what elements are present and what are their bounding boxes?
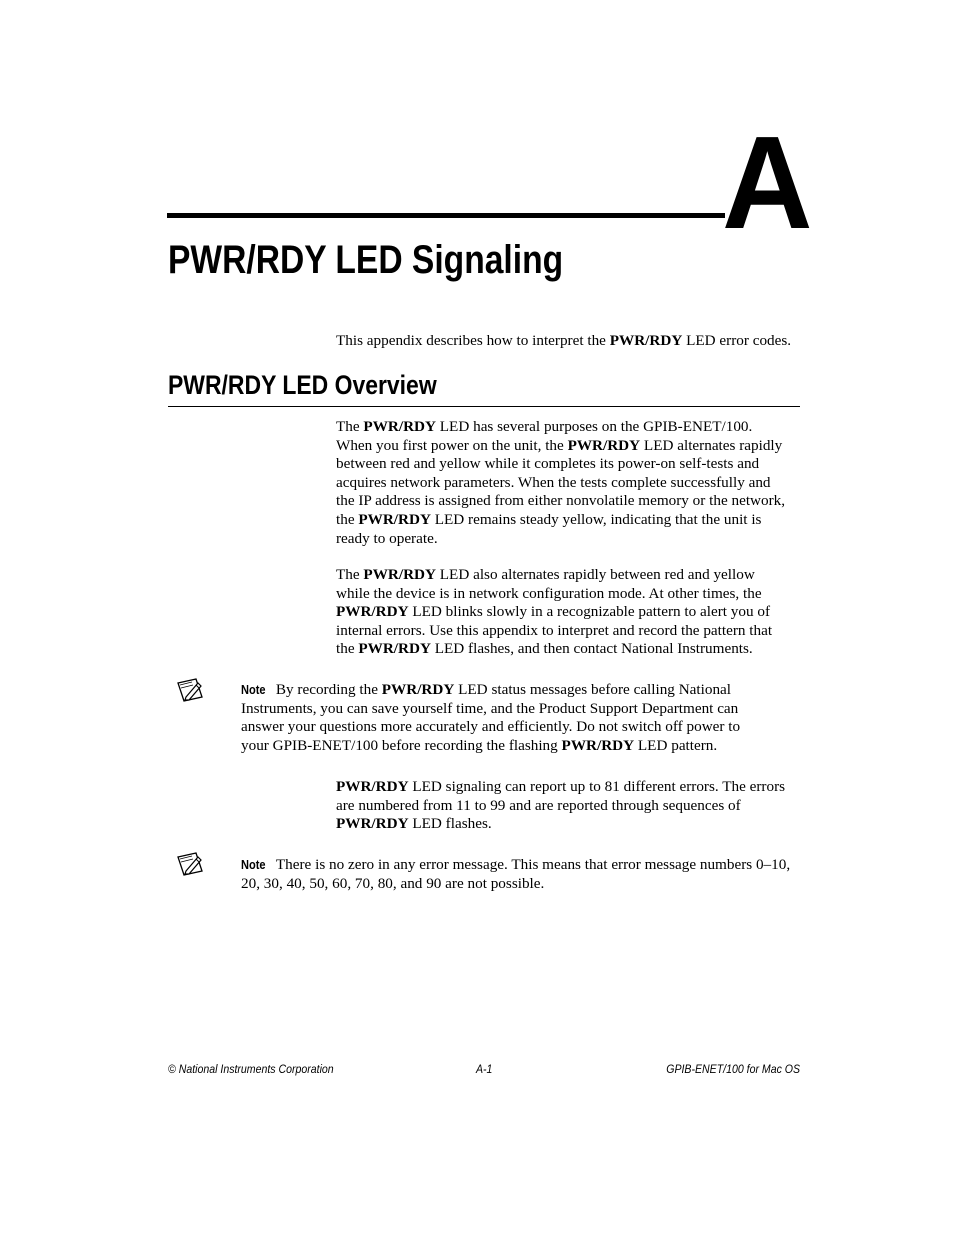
page-title: PWR/RDY LED Signaling bbox=[168, 238, 564, 282]
text-line: the IP address is assigned from either nonvolatile memory or the network, bbox=[336, 492, 786, 510]
text-line: internal errors. Use this appendix to interpret and record the pattern that bbox=[336, 621, 773, 639]
text-line: ready to operate. bbox=[336, 529, 438, 547]
text-line: are numbered from 11 to 99 and are reported through sequences of bbox=[336, 796, 741, 814]
footer-copyright: © National Instruments Corporation bbox=[168, 1062, 334, 1076]
chapter-rule bbox=[167, 213, 725, 218]
text-line: acquires network parameters. When the tests complete successfully and bbox=[336, 473, 771, 491]
text-line: The PWR/RDY LED also alternates rapidly between red and yellow bbox=[336, 566, 755, 583]
note-1 bbox=[241, 681, 806, 755]
text-line: PWR/RDY LED blinks slowly in a recognizable pattern to alert you of bbox=[336, 603, 771, 621]
text-line: between red and yellow while it completes its power-on self-tests and bbox=[336, 455, 760, 473]
text-line: your GPIB-ENET/100 before recording the flashing PWR/RDY LED pattern. bbox=[241, 736, 718, 754]
footer-product: GPIB-ENET/100 for Mac OS bbox=[666, 1062, 800, 1076]
text-line: Note There is no zero in any error message. This means that error message numbers 0–10, bbox=[241, 856, 791, 873]
intro-text-end: LED error codes. bbox=[682, 332, 792, 349]
overview-paragraph-3 bbox=[336, 778, 806, 834]
section-rule bbox=[168, 406, 800, 407]
text-line: PWR/RDY LED signaling can report up to 81 different errors. The errors bbox=[336, 778, 786, 795]
note-pencil-icon bbox=[176, 677, 206, 703]
overview-paragraph-2 bbox=[336, 566, 806, 659]
intro-paragraph bbox=[336, 331, 806, 350]
text-line: answer your questions more accurately and efficiently. Do not switch off power to bbox=[241, 718, 741, 736]
text-line: the PWR/RDY LED remains steady yellow, indicating that the unit is bbox=[336, 510, 762, 528]
text-line: The PWR/RDY LED has several purposes on the GPIB-ENET/100. bbox=[336, 418, 753, 435]
text-line: Instruments, you can save yourself time, and the Product Support Department can bbox=[241, 699, 739, 717]
text-line: Note By recording the PWR/RDY LED status messages before calling National bbox=[241, 681, 731, 698]
overview-paragraph-1 bbox=[336, 418, 806, 548]
note-2 bbox=[241, 856, 806, 893]
note-pencil-icon bbox=[176, 851, 206, 877]
text-line: PWR/RDY LED flashes. bbox=[336, 815, 492, 833]
section-heading: PWR/RDY LED Overview bbox=[168, 370, 437, 400]
appendix-letter: A bbox=[722, 109, 813, 256]
footer-page-number: A-1 bbox=[476, 1062, 493, 1076]
text-line: while the device is in network configuration mode. At other times, the bbox=[336, 584, 762, 602]
note-label: Note bbox=[241, 682, 266, 697]
note-label: Note bbox=[241, 857, 266, 872]
text-line: 20, 30, 40, 50, 60, 70, 80, and 90 are not possible. bbox=[241, 874, 545, 892]
intro-bold: PWR/RDY bbox=[609, 332, 683, 349]
text-line: the PWR/RDY LED flashes, and then contact National Instruments. bbox=[336, 640, 753, 658]
text-line: When you first power on the unit, the PWR/RDY LED alternates rapidly bbox=[336, 436, 783, 454]
intro-text: This appendix describes how to interpret the bbox=[336, 332, 610, 349]
